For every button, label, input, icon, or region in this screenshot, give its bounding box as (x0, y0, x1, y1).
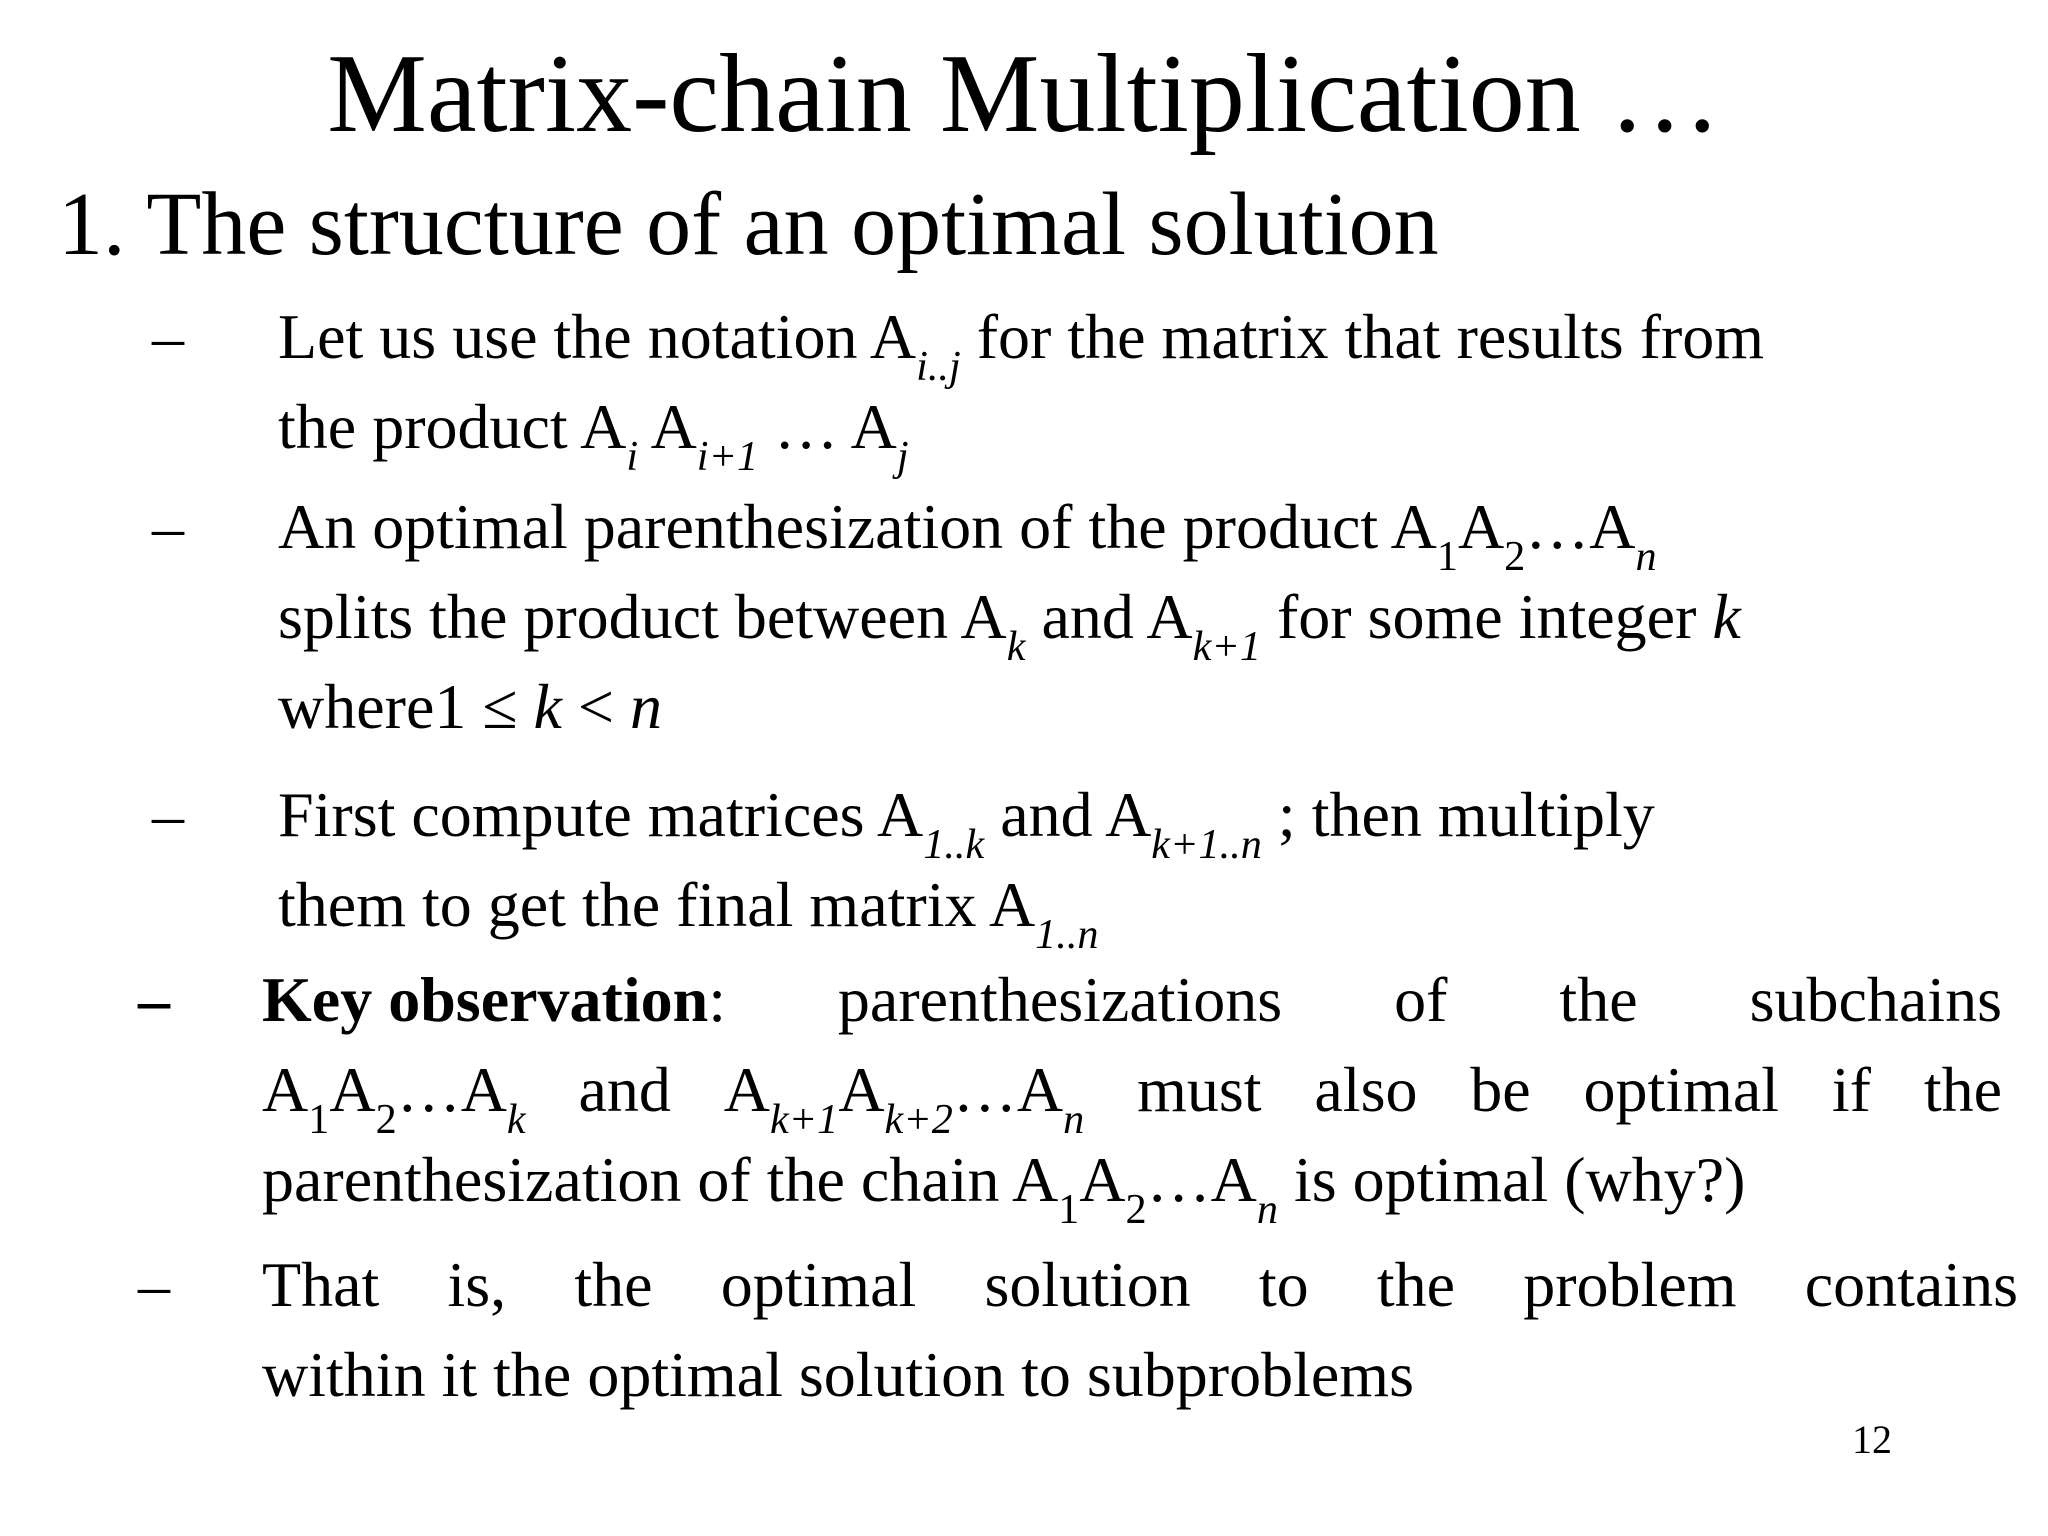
bullet-dash: – (152, 491, 184, 562)
bullet-dash: – (138, 964, 170, 1035)
bullet-3-line-2: them to get the final matrix $A_{1..n}$ (278, 869, 1099, 958)
bullet-dash: – (138, 1249, 170, 1320)
bullet-4-line-2: $A_1A_2\dots A_k$ and $A_{k+1}A_{k+2}\dots A_n$ must also be optimal if the (262, 1054, 2002, 1143)
key-observation-label: Key observation (262, 964, 709, 1035)
bullet-1-line-2: the product $A_i$ $A_{i+1}$ … $A_j$ (278, 391, 909, 480)
bullet-2-line-3: where1 ≤ k < n (278, 671, 662, 742)
section-heading: 1. The structure of an optimal solution (58, 175, 1439, 274)
bullet-3-line-1: First compute matrices $A_{1..k}$ and $A_{k+1..n}$ ; then multiply (278, 779, 1655, 868)
bullet-5-line-2: within it the optimal solution to subproblems (262, 1339, 1414, 1410)
bullet-2-line-2: splits the product between $A_k$ and $A_{k+1}$ for some integer k (278, 581, 1741, 670)
bullet-2-line-1: An optimal parenthesization of the product $A_1A_2\dots A_n$ (278, 491, 1657, 580)
bullet-dash: – (152, 301, 184, 372)
bullet-4-line-3: parenthesization of the chain $A_1A_2\dots A_n$ is optimal (why?) (262, 1144, 1746, 1233)
bullet-dash: – (152, 779, 184, 850)
page-number: 12 (1852, 1417, 1892, 1462)
bullet-5-line-1: That is, the optimal solution to the problem contains (262, 1249, 2018, 1320)
slide-title: Matrix-chain Multiplication … (327, 32, 1721, 156)
bullet-4-line-1: Key observation: parenthesizations of the subchains (262, 964, 2002, 1035)
bullet-1-line-1: Let us use the notation $A_{i..j}$ for the matrix that results from (278, 301, 1765, 390)
